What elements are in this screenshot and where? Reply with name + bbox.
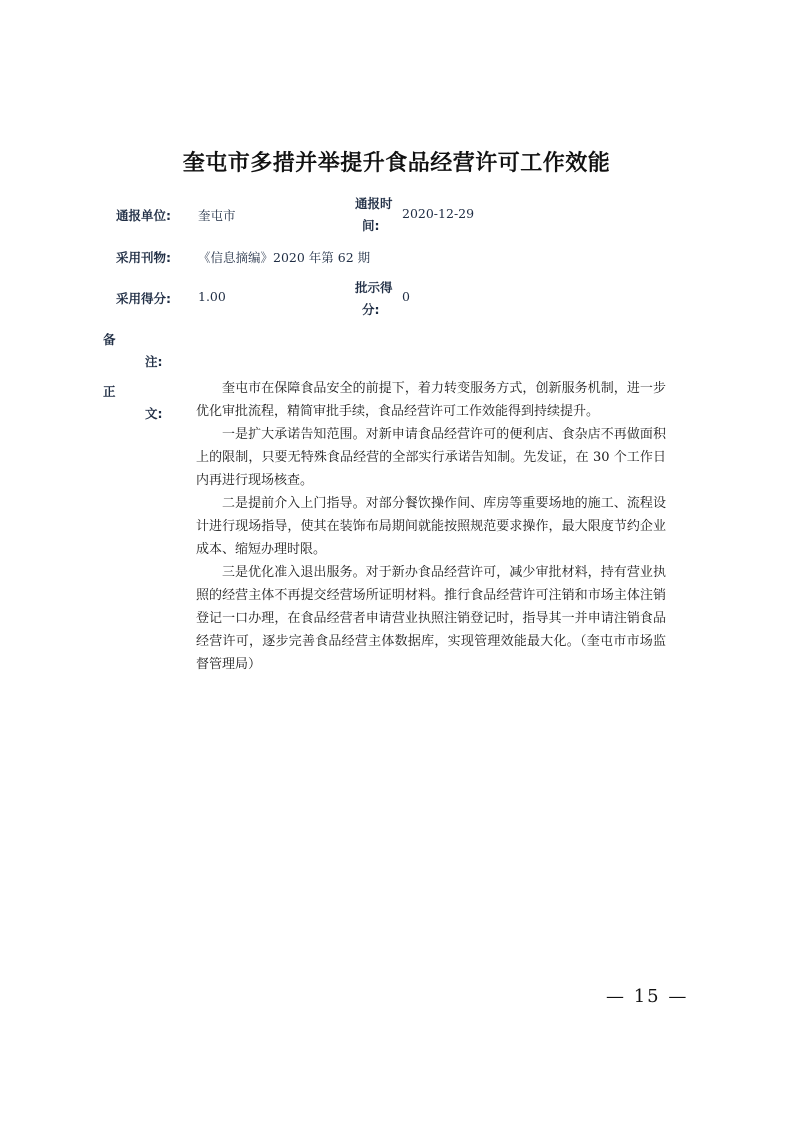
instruct-label-line1: 批示得 [355, 280, 393, 295]
score-label: 采用得分: [116, 291, 171, 306]
body-paragraph-2: 一是扩大承诺告知范围。对新申请食品经营许可的便利店、食杂店不再做面积上的限制，只要无特殊食品经营的全部实行承诺告知制。先发证，在 30 个工作日内再进行现场核查。 [196, 427, 666, 488]
body-text [196, 377, 666, 676]
journal-value: 《信息摘编》2020 年第 62 期 [198, 250, 371, 265]
unit-label: 通报单位: [116, 208, 171, 223]
journal-label: 采用刊物: [116, 250, 171, 265]
page-number: — 15 — [606, 986, 689, 1007]
body-paragraph-3: 二是提前介入上门指导。对部分餐饮操作间、库房等重要场地的施工、流程设计进行现场指导，使其在装饰布局期间就能按照规范要求操作，最大限度节约企业成本、缩短办理时限。 [196, 496, 666, 557]
instruct-value: 0 [402, 289, 410, 304]
body-paragraph-4: 三是优化准入退出服务。对于新办食品经营许可，减少审批材料，持有营业执照的经营主体不再提交经营场所证明材料。推行食品经营许可注销和市场主体注销登记一口办理，在食品经营者申请营业执照注销登记时，指导其一并申请注销食品经营许可，逐步完善食品经营主体数据库，实现管理效能最大化。（奎屯市市场监督管理局） [196, 565, 666, 672]
body-label-line2: 文: [145, 406, 163, 421]
remark-label-line1: 备 [103, 332, 116, 347]
remark-label-line2: 注: [145, 354, 163, 369]
time-label-line2: 间: [362, 218, 380, 233]
body-label-line1: 正 [103, 384, 116, 399]
score-value: 1.00 [198, 289, 226, 304]
instruct-label-line2: 分: [362, 302, 380, 317]
time-value: 2020-12-29 [402, 206, 475, 221]
body-paragraph-1: 奎屯市在保障食品安全的前提下，着力转变服务方式，创新服务机制，进一步优化审批流程，精简审批手续，食品经营许可工作效能得到持续提升。 [196, 381, 666, 419]
document-title: 奎屯市多措并举提升食品经营许可工作效能 [182, 151, 611, 176]
unit-value: 奎屯市 [198, 208, 236, 223]
time-label-line1: 通报时 [355, 196, 393, 211]
